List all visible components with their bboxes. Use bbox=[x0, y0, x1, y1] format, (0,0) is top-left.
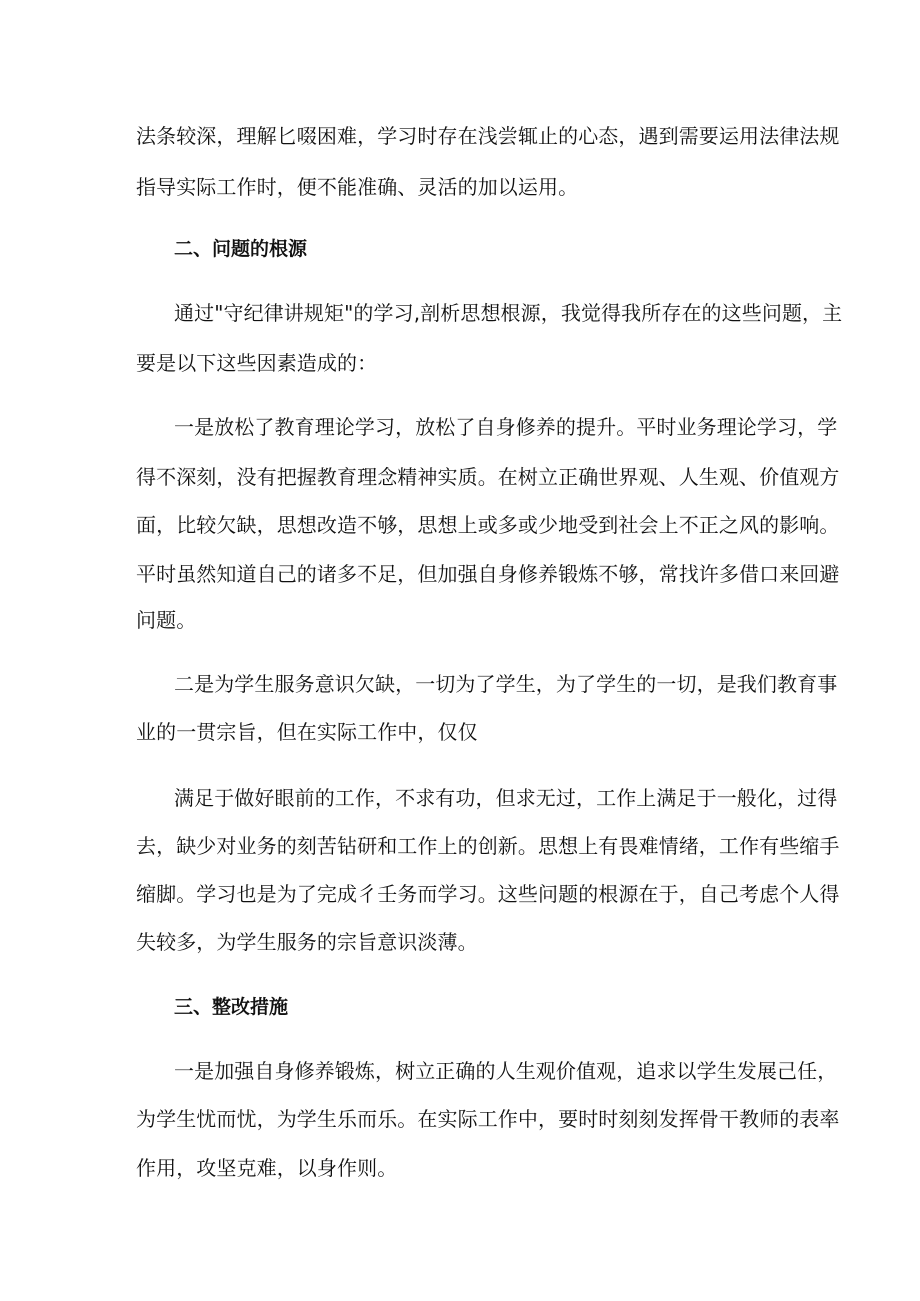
paragraph-line: 失较多，为学生服务的宗旨意识淡薄。 bbox=[136, 930, 478, 954]
paragraph-line: 面，比较欠缺，思想改造不够，思想上或多或少地受到社会上不正之风的影响。 bbox=[136, 513, 840, 537]
paragraph-line: 去，缺少对业务的刻苦钻研和工作上的创新。思想上有畏难情绪，工作有些缩手 bbox=[136, 834, 840, 858]
paragraph-line: 一是加强自身修养锻炼，树立正确的人生观价值观，追求以学生发展己任， bbox=[174, 1059, 838, 1083]
paragraph-line: 指导实际工作时，便不能准确、灵活的加以运用。 bbox=[136, 175, 579, 199]
paragraph-line: 平时虽然知道自己的诸多不足，但加强自身修养锻炼不够，常找许多借口来回避 bbox=[136, 562, 840, 586]
paragraph-line: 作用，攻坚克难，以身作则。 bbox=[136, 1156, 398, 1180]
paragraph-line: 业的一贯宗旨，但在实际工作中，仅仅 bbox=[136, 720, 478, 744]
paragraph-line: 法条较深，理解匕啜困难，学习时存在浅尝辄止的心态，遇到需要运用法律法规 bbox=[136, 124, 840, 148]
paragraph-line: 缩脚。学习也是为了完成彳壬务而学习。这些问题的根源在于，自己考虑个人得 bbox=[136, 882, 840, 906]
paragraph-line: 要是以下这些因素造成的： bbox=[136, 351, 378, 375]
paragraph-line: 通过"守纪律讲规矩"的学习,剖析思想根源，我觉得我所存在的这些问题，主 bbox=[174, 301, 843, 325]
section-heading: 三、整改措施 bbox=[174, 996, 289, 1018]
paragraph-line: 二是为学生服务意识欠缺，一切为了学生，为了学生的一切，是我们教育事 bbox=[174, 672, 838, 696]
paragraph-line: 问题。 bbox=[136, 608, 197, 632]
paragraph-line: 满足于做好眼前的工作，不求有功，但求无过，工作上满足于一般化，过得 bbox=[174, 786, 838, 810]
section-heading: 二、问题的根源 bbox=[174, 238, 308, 260]
paragraph-line: 一是放松了教育理论学习，放松了自身修养的提升。平时业务理论学习，学 bbox=[174, 415, 838, 439]
paragraph-line: 得不深刻，没有把握教育理念精神实质。在树立正确世界观、人生观、价值观方 bbox=[136, 465, 840, 489]
paragraph-line: 为学生忧而忧，为学生乐而乐。在实际工作中，要时时刻刻发挥骨干教师的表率 bbox=[136, 1107, 840, 1131]
